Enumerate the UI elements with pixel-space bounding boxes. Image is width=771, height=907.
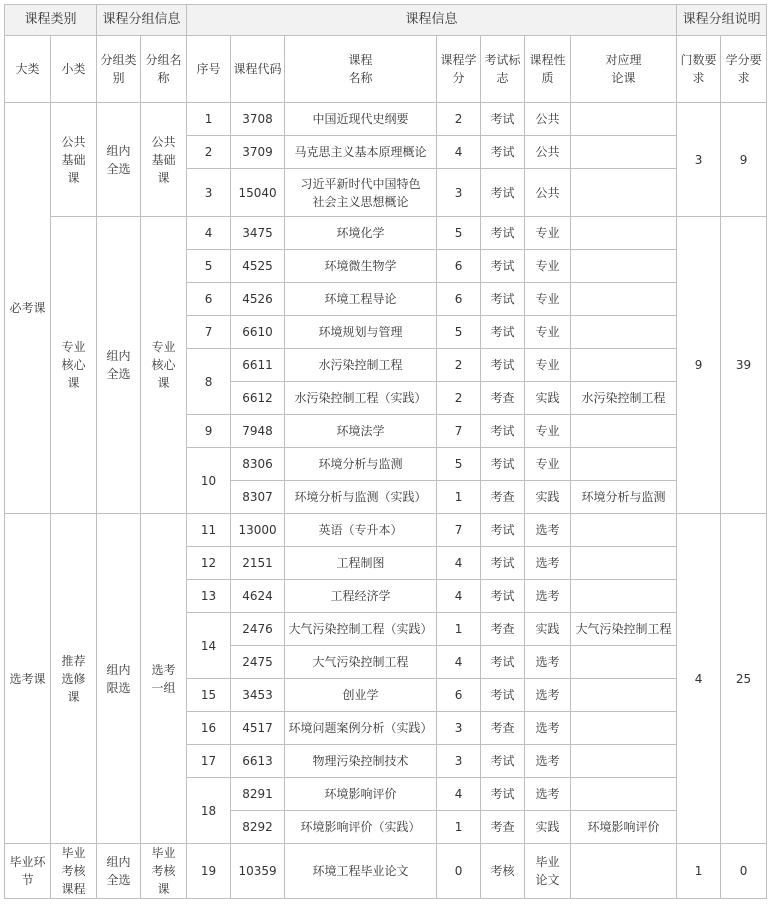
course-name: 环境工程毕业论文 [285,844,437,899]
header-category: 课程类别 [5,5,97,36]
course-credit: 2 [437,382,481,415]
course-nature: 选考 [525,547,571,580]
exam-mark: 考查 [481,613,525,646]
group-name: 选考一组 [141,514,187,844]
col-major: 大类 [5,36,51,103]
course-nature: 专业 [525,316,571,349]
theory-course [571,169,677,217]
course-code: 8306 [231,448,285,481]
course-code: 2151 [231,547,285,580]
subheader-row [5,36,767,103]
course-code: 8307 [231,481,285,514]
course-nature: 专业 [525,415,571,448]
course-name: 环境问题案例分析（实践） [285,712,437,745]
theory-course [571,250,677,283]
count-requirement: 4 [677,514,721,844]
course-credit: 2 [437,349,481,382]
seq-cell: 1 [187,103,231,136]
theory-course: 大气污染控制工程 [571,613,677,646]
course-code: 6610 [231,316,285,349]
course-code: 4526 [231,283,285,316]
exam-mark: 考核 [481,844,525,899]
seq-cell: 16 [187,712,231,745]
course-name: 工程经济学 [285,580,437,613]
theory-course [571,547,677,580]
course-name: 环境分析与监测（实践） [285,481,437,514]
exam-mark: 考查 [481,712,525,745]
course-credit: 4 [437,646,481,679]
exam-mark: 考试 [481,547,525,580]
course-credit: 5 [437,217,481,250]
course-credit: 3 [437,169,481,217]
course-credit: 5 [437,316,481,349]
major-category: 必考课 [5,103,51,514]
theory-course [571,448,677,481]
col-theory: 对应理论课 [571,36,677,103]
theory-course: 环境影响评价 [571,811,677,844]
course-code: 15040 [231,169,285,217]
seq-cell: 10 [187,448,231,514]
course-nature: 实践 [525,613,571,646]
course-code: 10359 [231,844,285,899]
col-group-name: 分组名称 [141,36,187,103]
course-nature: 实践 [525,481,571,514]
course-nature: 选考 [525,778,571,811]
exam-mark: 考试 [481,646,525,679]
course-row [5,217,767,250]
seq-cell: 18 [187,778,231,844]
exam-mark: 考试 [481,745,525,778]
course-nature: 实践 [525,811,571,844]
course-code: 3453 [231,679,285,712]
exam-mark: 考试 [481,349,525,382]
course-name: 创业学 [285,679,437,712]
col-code: 课程代码 [231,36,285,103]
course-name: 环境微生物学 [285,250,437,283]
course-name: 环境影响评价（实践） [285,811,437,844]
minor-category: 推荐选修课 [51,514,97,844]
course-nature: 公共 [525,103,571,136]
theory-course: 环境分析与监测 [571,481,677,514]
count-requirement: 9 [677,217,721,514]
group-type: 组内全选 [97,217,141,514]
minor-category: 专业核心课 [51,217,97,514]
course-code: 13000 [231,514,285,547]
course-code: 2475 [231,646,285,679]
course-name: 物理污染控制技术 [285,745,437,778]
course-credit: 1 [437,811,481,844]
exam-mark: 考查 [481,382,525,415]
course-code: 3475 [231,217,285,250]
course-code: 2476 [231,613,285,646]
exam-mark: 考试 [481,580,525,613]
course-name: 中国近现代史纲要 [285,103,437,136]
course-name: 习近平新时代中国特色社会主义思想概论 [285,169,437,217]
course-credit: 4 [437,547,481,580]
col-name: 课程名称 [285,36,437,103]
course-nature: 毕业论文 [525,844,571,899]
group-name: 专业核心课 [141,217,187,514]
header-group-note: 课程分组说明 [677,5,767,36]
col-minor: 小类 [51,36,97,103]
seq-cell: 3 [187,169,231,217]
course-credit: 7 [437,514,481,547]
theory-course [571,349,677,382]
course-code: 3709 [231,136,285,169]
course-credit: 4 [437,136,481,169]
header-group-info: 课程分组信息 [97,5,187,36]
course-name: 英语（专升本） [285,514,437,547]
seq-cell: 8 [187,349,231,415]
group-type: 组内限选 [97,514,141,844]
seq-cell: 4 [187,217,231,250]
course-code: 4525 [231,250,285,283]
minor-category: 毕业考核课程 [51,844,97,899]
seq-cell: 14 [187,613,231,679]
col-credit-req: 学分要求 [721,36,767,103]
theory-course [571,580,677,613]
course-code: 7948 [231,415,285,448]
course-credit: 7 [437,415,481,448]
course-row [5,103,767,136]
course-nature: 选考 [525,646,571,679]
course-credit: 6 [437,679,481,712]
course-name: 环境分析与监测 [285,448,437,481]
course-name: 环境影响评价 [285,778,437,811]
course-plan-table [4,4,767,899]
course-nature: 选考 [525,712,571,745]
course-name: 水污染控制工程 [285,349,437,382]
credit-requirement: 25 [721,514,767,844]
theory-course [571,316,677,349]
course-nature: 公共 [525,136,571,169]
theory-course [571,514,677,547]
course-credit: 4 [437,778,481,811]
course-credit: 1 [437,613,481,646]
credit-requirement: 39 [721,217,767,514]
course-nature: 选考 [525,745,571,778]
course-credit: 2 [437,103,481,136]
seq-cell: 17 [187,745,231,778]
seq-cell: 7 [187,316,231,349]
course-credit: 1 [437,481,481,514]
course-nature: 专业 [525,349,571,382]
course-credit: 6 [437,250,481,283]
group-type: 组内全选 [97,103,141,217]
exam-mark: 考查 [481,481,525,514]
seq-cell: 9 [187,415,231,448]
seq-cell: 15 [187,679,231,712]
course-credit: 3 [437,745,481,778]
theory-course [571,844,677,899]
seq-cell: 5 [187,250,231,283]
theory-course [571,217,677,250]
course-name: 水污染控制工程（实践） [285,382,437,415]
theory-course [571,415,677,448]
minor-category: 公共基础课 [51,103,97,217]
course-nature: 专业 [525,250,571,283]
course-name: 大气污染控制工程（实践） [285,613,437,646]
seq-cell: 12 [187,547,231,580]
course-nature: 选考 [525,679,571,712]
theory-course [571,103,677,136]
course-credit: 6 [437,283,481,316]
course-name: 环境化学 [285,217,437,250]
theory-course [571,778,677,811]
course-nature: 选考 [525,580,571,613]
group-type: 组内全选 [97,844,141,899]
major-category: 毕业环节 [5,844,51,899]
exam-mark: 考试 [481,415,525,448]
course-code: 4517 [231,712,285,745]
exam-mark: 考试 [481,103,525,136]
theory-course [571,745,677,778]
col-credit: 课程学分 [437,36,481,103]
theory-course [571,646,677,679]
group-name: 毕业考核课 [141,844,187,899]
header-course-info: 课程信息 [187,5,677,36]
exam-mark: 考试 [481,217,525,250]
group-name: 公共基础课 [141,103,187,217]
col-seq: 序号 [187,36,231,103]
col-exam-mark: 考试标志 [481,36,525,103]
credit-requirement: 0 [721,844,767,899]
course-code: 4624 [231,580,285,613]
exam-mark: 考试 [481,136,525,169]
course-row [5,844,767,899]
exam-mark: 考试 [481,679,525,712]
count-requirement: 1 [677,844,721,899]
course-code: 3708 [231,103,285,136]
course-nature: 选考 [525,514,571,547]
seq-cell: 2 [187,136,231,169]
theory-course [571,679,677,712]
course-name: 环境规划与管理 [285,316,437,349]
course-nature: 实践 [525,382,571,415]
exam-mark: 考试 [481,514,525,547]
theory-course [571,283,677,316]
course-credit: 3 [437,712,481,745]
count-requirement: 3 [677,103,721,217]
course-name: 环境法学 [285,415,437,448]
course-code: 8291 [231,778,285,811]
exam-mark: 考试 [481,448,525,481]
course-nature: 专业 [525,448,571,481]
course-code: 6612 [231,382,285,415]
exam-mark: 考查 [481,811,525,844]
seq-cell: 19 [187,844,231,899]
header-row [5,5,767,36]
course-nature: 专业 [525,283,571,316]
col-count-req: 门数要求 [677,36,721,103]
course-name: 环境工程导论 [285,283,437,316]
theory-course: 水污染控制工程 [571,382,677,415]
course-nature: 公共 [525,169,571,217]
course-name: 工程制图 [285,547,437,580]
credit-requirement: 9 [721,103,767,217]
course-row [5,514,767,547]
exam-mark: 考试 [481,316,525,349]
course-code: 6611 [231,349,285,382]
theory-course [571,136,677,169]
seq-cell: 13 [187,580,231,613]
exam-mark: 考试 [481,778,525,811]
course-credit: 0 [437,844,481,899]
exam-mark: 考试 [481,250,525,283]
course-credit: 4 [437,580,481,613]
col-group-type: 分组类别 [97,36,141,103]
col-nature: 课程性质 [525,36,571,103]
course-name: 马克思主义基本原理概论 [285,136,437,169]
seq-cell: 11 [187,514,231,547]
course-code: 6613 [231,745,285,778]
course-name: 大气污染控制工程 [285,646,437,679]
course-credit: 5 [437,448,481,481]
course-nature: 专业 [525,217,571,250]
seq-cell: 6 [187,283,231,316]
major-category: 选考课 [5,514,51,844]
exam-mark: 考试 [481,169,525,217]
course-code: 8292 [231,811,285,844]
theory-course [571,712,677,745]
exam-mark: 考试 [481,283,525,316]
